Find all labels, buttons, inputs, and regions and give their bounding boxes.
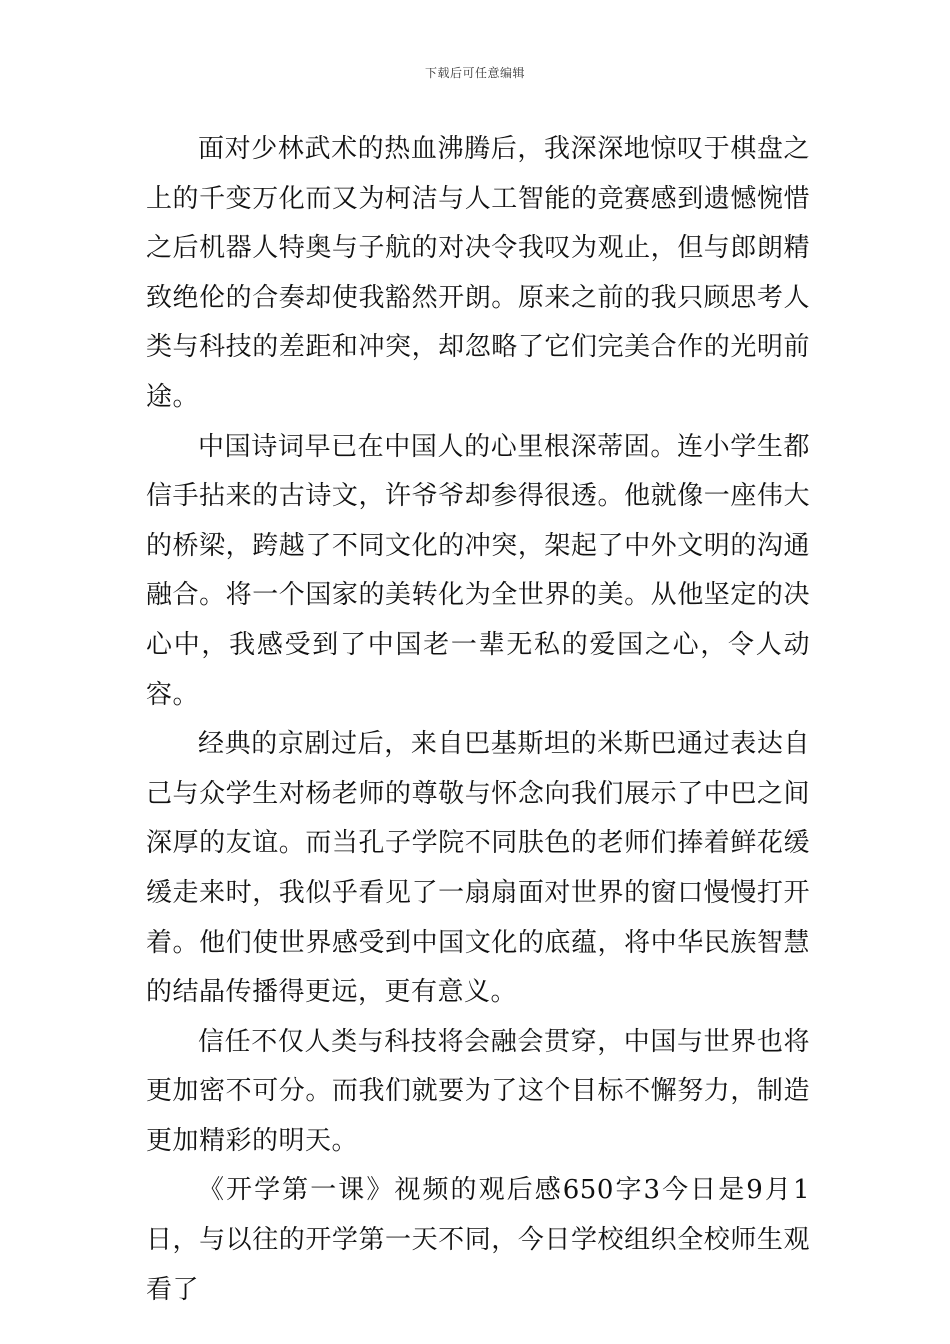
paragraph: 《开学第一课》视频的观后感650字3今日是9月1日，与以往的开学第一天不同，今日学校组织全校师生观看了 (146, 1175, 810, 1305)
paragraph: 中国诗词早已在中国人的心里根深蒂固。连小学生都信手拈来的古诗文，许爷爷却参得很透。他就像一座伟大的桥梁，跨越了不同文化的冲突，架起了中外文明的沟通融合。将一个国家的美转化为全世界的美。从他坚定的决心中，我感受到了中国老一辈无私的爱国之心，令人动容。 (146, 431, 810, 710)
paragraph: 经典的京剧过后，来自巴基斯坦的米斯巴通过表达自己与众学生对杨老师的尊敬与怀念向我们展示了中巴之间深厚的友谊。而当孔子学院不同肤色的老师们捧着鲜花缓缓走来时，我似乎看见了一扇扇面对世界的窗口慢慢打开着。他们使世界感受到中国文化的底蕴，将中华民族智慧的结晶传播得更远，更有意义。 (146, 729, 810, 1008)
paragraph: 信任不仅人类与科技将会融会贯穿，中国与世界也将更加密不可分。而我们就要为了这个目标不懈努力，制造更加精彩的明天。 (146, 1026, 810, 1156)
page-header: 下载后可任意编辑 (424, 66, 525, 80)
paragraph: 面对少林武术的热血沸腾后，我深深地惊叹于棋盘之上的千变万化而又为柯洁与人工智能的竞赛感到遗憾惋惜之后机器人特奥与子航的对决令我叹为观止，但与郎朗精致绝伦的合奏却使我豁然开朗。原来之前的我只顾思考人类与科技的差距和冲突，却忽略了它们完美合作的光明前途。 (146, 134, 810, 412)
document-body (146, 125, 810, 1315)
